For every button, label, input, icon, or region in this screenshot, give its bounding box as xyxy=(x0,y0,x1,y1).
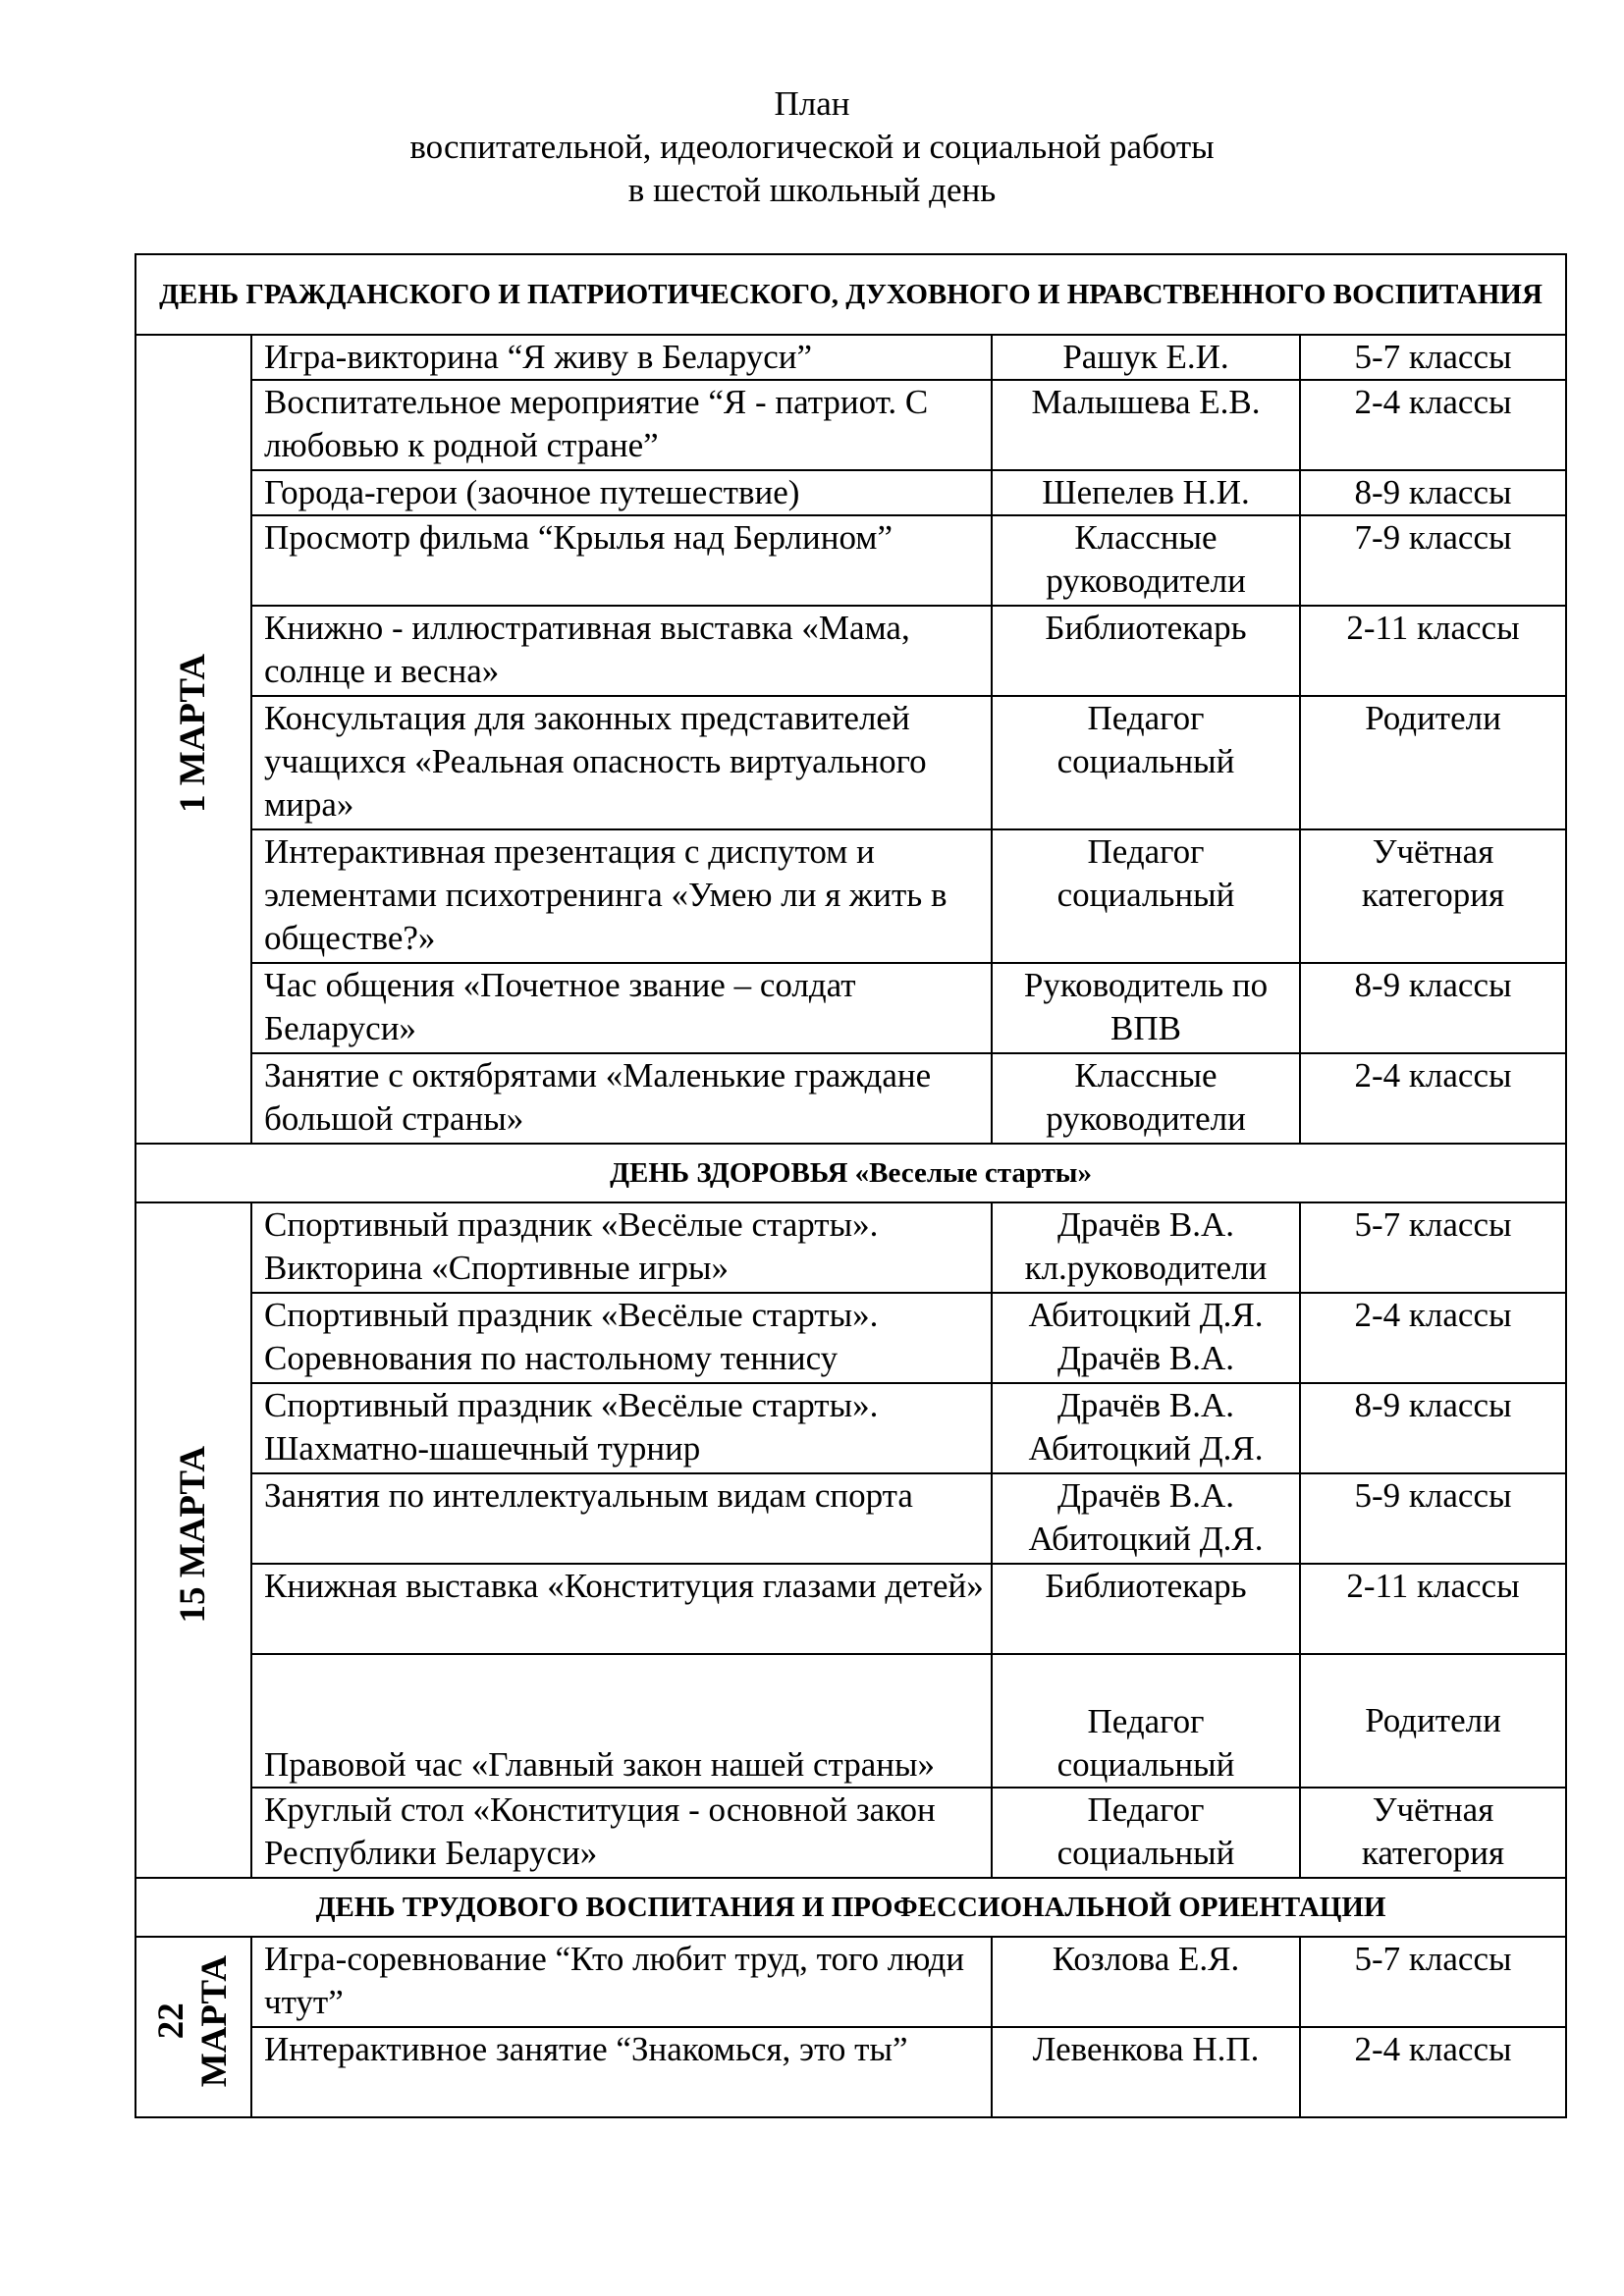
responsible-cell: Педагог социальный xyxy=(992,1654,1300,1788)
participants-cell: 8-9 классы xyxy=(1300,470,1566,515)
table-row xyxy=(135,1383,1566,1473)
responsible-cell: Драчёв В.А. Абитоцкий Д.Я. xyxy=(992,1473,1300,1564)
participants-cell: Родители xyxy=(1300,1654,1566,1788)
section-header-row xyxy=(135,1144,1566,1202)
responsible-cell: Педагог социальный xyxy=(992,696,1300,829)
responsible-cell: Классные руководители xyxy=(992,515,1300,606)
participants-cell: 2-4 классы xyxy=(1300,2027,1566,2117)
table-row xyxy=(135,470,1566,515)
event-cell: Интерактивная презентация с диспутом и элементами психотренинга «Умею ли я жить в обществе?» xyxy=(251,829,992,963)
title-line-2: воспитательной, идеологической и социальной работы xyxy=(409,128,1215,166)
event-cell: Час общения «Почетное звание – солдат Беларуси» xyxy=(251,963,992,1053)
section-header-row xyxy=(135,254,1566,335)
responsible-cell: Шепелев Н.И. xyxy=(992,470,1300,515)
responsible-cell: Библиотекарь xyxy=(992,606,1300,696)
event-cell: Игра-соревнование “Кто любит труд, того люди чтут” xyxy=(251,1937,992,2027)
participants-cell: 5-7 классы xyxy=(1300,335,1566,380)
title-line-1: План xyxy=(774,84,850,123)
document-title xyxy=(0,82,1624,212)
event-cell: Консультация для законных представителей учащихся «Реальная опасность виртуального мира» xyxy=(251,696,992,829)
plan-table xyxy=(135,253,1567,2118)
responsible-cell: Библиотекарь xyxy=(992,1564,1300,1654)
participants-cell: Родители xyxy=(1300,696,1566,829)
event-cell: Спортивный праздник «Весёлые старты». Соревнования по настольному теннису xyxy=(251,1293,992,1383)
responsible-cell: Классные руководители xyxy=(992,1053,1300,1144)
title-line-3: в шестой школьный день xyxy=(627,171,997,209)
table-row xyxy=(135,380,1566,470)
event-cell: Интерактивное занятие “Знакомься, это ты” xyxy=(251,2027,992,2117)
table-row xyxy=(135,963,1566,1053)
table-row xyxy=(135,335,1566,380)
event-cell: Книжно - иллюстративная выставка «Мама, солнце и весна» xyxy=(251,606,992,696)
table-row xyxy=(135,1937,1566,2027)
table-row xyxy=(135,1564,1566,1654)
responsible-cell: Козлова Е.Я. xyxy=(992,1937,1300,2027)
event-cell: Спортивный праздник «Весёлые старты». Шахматно-шашечный турнир xyxy=(251,1383,992,1473)
date-cell xyxy=(135,1202,251,1878)
event-cell: Круглый стол «Конституция - основной закон Республики Беларуси» xyxy=(251,1788,992,1878)
responsible-cell: Драчёв В.А. Абитоцкий Д.Я. xyxy=(992,1383,1300,1473)
table-row xyxy=(135,1654,1566,1788)
responsible-cell: Драчёв В.А. кл.руководители xyxy=(992,1202,1300,1293)
date-label-line-1: 22 xyxy=(151,2003,191,2040)
participants-cell: 7-9 классы xyxy=(1300,515,1566,606)
participants-cell: Учётная категория xyxy=(1300,1788,1566,1878)
participants-cell: 2-4 классы xyxy=(1300,1293,1566,1383)
participants-cell: 2-4 классы xyxy=(1300,380,1566,470)
responsible-cell: Малышева Е.В. xyxy=(992,380,1300,470)
event-cell: Занятия по интеллектуальным видам спорта xyxy=(251,1473,992,1564)
responsible-cell: Педагог социальный xyxy=(992,829,1300,963)
responsible-cell: Руководитель по ВПВ xyxy=(992,963,1300,1053)
event-cell: Воспитательное мероприятие “Я - патриот. С любовью к родной стране” xyxy=(251,380,992,470)
responsible-cell: Абитоцкий Д.Я. Драчёв В.А. xyxy=(992,1293,1300,1383)
section-header: ДЕНЬ ЗДОРОВЬЯ «Веселые старты» xyxy=(135,1144,1566,1202)
participants-cell: 8-9 классы xyxy=(1300,1383,1566,1473)
responsible-cell: Левенкова Н.П. xyxy=(992,2027,1300,2117)
table-row xyxy=(135,2027,1566,2117)
responsible-cell: Педагог социальный xyxy=(992,1788,1300,1878)
participants-cell: 5-9 классы xyxy=(1300,1473,1566,1564)
section-header: ДЕНЬ ГРАЖДАНСКОГО И ПАТРИОТИЧЕСКОГО, ДУХОВНОГО И НРАВСТВЕННОГО ВОСПИТАНИЯ xyxy=(135,254,1566,335)
date-label: 15 МАРТА xyxy=(173,1446,213,1624)
participants-cell: 5-7 классы xyxy=(1300,1202,1566,1293)
table-row xyxy=(135,1788,1566,1878)
participants-cell: 2-4 классы xyxy=(1300,1053,1566,1144)
event-cell: Игра-викторина “Я живу в Беларуси” xyxy=(251,335,992,380)
event-cell: Города-герои (заочное путешествие) xyxy=(251,470,992,515)
participants-cell: Учётная категория xyxy=(1300,829,1566,963)
table-row xyxy=(135,696,1566,829)
section-header: ДЕНЬ ТРУДОВОГО ВОСПИТАНИЯ И ПРОФЕССИОНАЛЬНОЙ ОРИЕНТАЦИИ xyxy=(135,1878,1566,1937)
date-cell xyxy=(135,335,251,1144)
participants-cell: 8-9 классы xyxy=(1300,963,1566,1053)
event-cell: Занятие с октябрятами «Маленькие граждане большой страны» xyxy=(251,1053,992,1144)
table-row xyxy=(135,1053,1566,1144)
event-cell: Книжная выставка «Конституция глазами детей» xyxy=(251,1564,992,1654)
section-header-row xyxy=(135,1878,1566,1937)
table-row xyxy=(135,829,1566,963)
table-row xyxy=(135,606,1566,696)
date-label xyxy=(150,1955,237,2087)
participants-cell: 2-11 классы xyxy=(1300,1564,1566,1654)
table-row xyxy=(135,515,1566,606)
date-label: 1 МАРТА xyxy=(173,654,213,814)
table-row xyxy=(135,1202,1566,1293)
participants-cell: 5-7 классы xyxy=(1300,1937,1566,2027)
responsible-cell: Рашук Е.И. xyxy=(992,335,1300,380)
date-cell xyxy=(135,1937,251,2117)
date-label-line-2: МАРТА xyxy=(194,1955,235,2088)
table-row xyxy=(135,1293,1566,1383)
event-cell: Просмотр фильма “Крылья над Берлином” xyxy=(251,515,992,606)
event-cell: Спортивный праздник «Весёлые старты». Викторина «Спортивные игры» xyxy=(251,1202,992,1293)
table-row xyxy=(135,1473,1566,1564)
event-cell: Правовой час «Главный закон нашей страны» xyxy=(251,1654,992,1788)
participants-cell: 2-11 классы xyxy=(1300,606,1566,696)
